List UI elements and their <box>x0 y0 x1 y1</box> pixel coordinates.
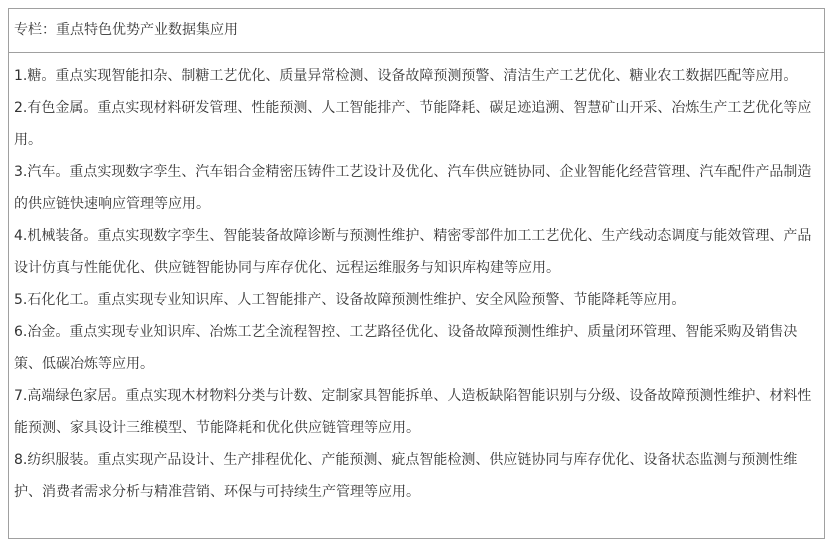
list-item-metallurgy: 6.冶金。重点实现专业知识库、冶炼工艺全流程智控、工艺路径优化、设备故障预测性维护、质量闭环管理、智能采购及销售决策、低碳冶炼等应用。 <box>14 324 798 372</box>
list-item-textile: 8.纺织服装。重点实现产品设计、生产排程优化、产能预测、疵点智能检测、供应链协同与库存优化、设备状态监测与预测性维护、消费者需求分析与精准营销、环保与可持续生产管理等应用。 <box>14 452 798 500</box>
list-item-petrochemical: 5.石化化工。重点实现专业知识库、人工智能排产、设备故障预测性维护、安全风险预警、节能降耗等应用。 <box>14 292 686 308</box>
list-item-machinery: 4.机械装备。重点实现数字孪生、智能装备故障诊断与预测性维护、精密零部件加工工艺优化、生产线动态调度与能效管理、产品设计仿真与性能优化、供应链智能协同与库存优化、远程运维服务与知识库构建等应用。 <box>14 228 812 276</box>
list-item-nonferrous-metals: 2.有色金属。重点实现材料研发管理、性能预测、人工智能排产、节能降耗、碳足迹追溯、智慧矿山开采、冶炼生产工艺优化等应用。 <box>14 100 812 148</box>
panel-content <box>9 53 824 508</box>
list-item-green-home: 7.高端绿色家居。重点实现木材物料分类与计数、定制家具智能拆单、人造板缺陷智能识别与分级、设备故障预测性维护、材料性能预测、家具设计三维模型、节能降耗和优化供应链管理等应用。 <box>14 388 812 436</box>
panel-title: 专栏：重点特色优势产业数据集应用 <box>9 9 824 53</box>
list-item-sugar: 1.糖。重点实现智能扣杂、制糖工艺优化、质量异常检测、设备故障预测预警、清洁生产工艺优化、糖业农工数据匹配等应用。 <box>14 68 798 84</box>
column-panel <box>8 8 825 539</box>
list-item-automobile: 3.汽车。重点实现数字孪生、汽车铝合金精密压铸件工艺设计及优化、汽车供应链协同、企业智能化经营管理、汽车配件产品制造的供应链快速响应管理等应用。 <box>14 164 812 212</box>
